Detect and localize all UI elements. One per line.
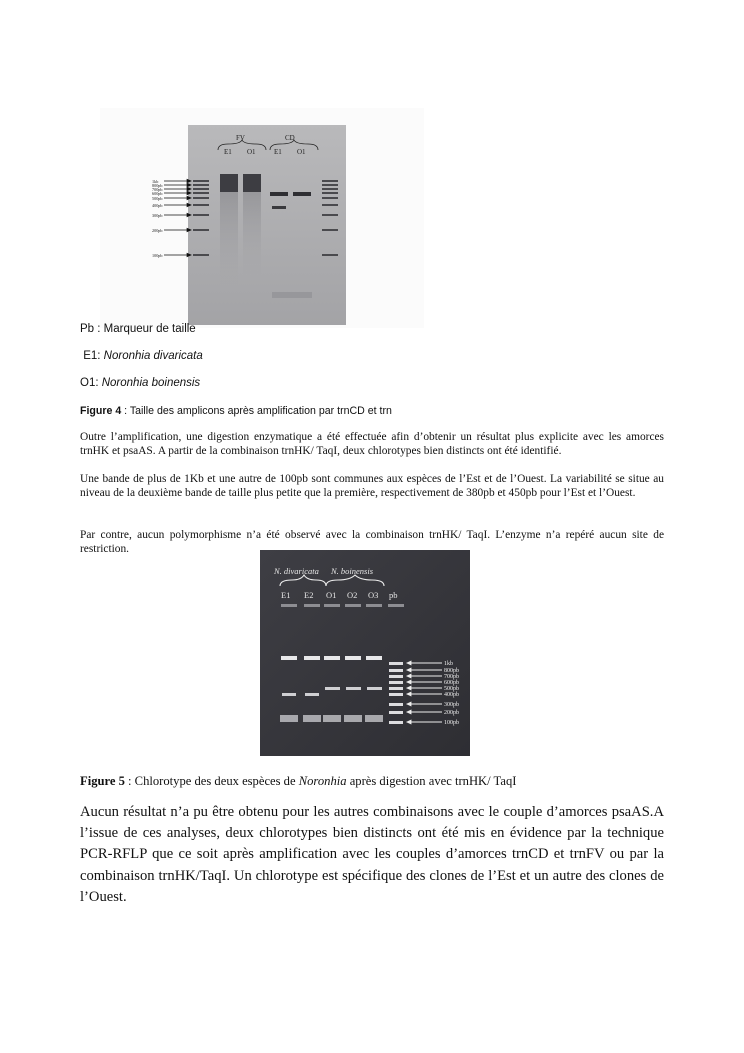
fig4-lane-label: O1	[247, 148, 256, 156]
paragraph-polymorphism: Par contre, aucun polymorphisme n’a été observé avec la combinaison trnHK/ TaqI. L’enzyme n’a repéré aucun site de restriction.	[80, 529, 664, 555]
figure4-caption-label: Figure 4	[80, 405, 122, 417]
figure5-caption-after: après digestion avec trnHK/ TaqI	[346, 774, 517, 788]
figure4-gel	[188, 125, 346, 325]
fig4-band	[270, 192, 288, 196]
fig4-group-label: FV	[236, 134, 245, 142]
fig4-band	[272, 206, 286, 209]
fig5-lower-bands	[280, 715, 383, 722]
fig5-marker-label: 700pb	[444, 674, 459, 680]
figure4-legend-o1	[80, 376, 200, 390]
legend-o1-species: Noronhia boinensis	[101, 377, 201, 389]
fig4-band	[293, 192, 311, 196]
fig4-marker-label: 400pb	[152, 203, 163, 208]
figure5-caption	[80, 773, 516, 789]
paragraph-bands: Une bande de plus de 1Kb et une autre de 100pb sont communes aux espèces de l’Est et de l’Ouest. La variabilité se situe au niveau de la deuxième bande de taille plus petite que la première, respectivement de 380pb et 450pb pour l’Est et l’Ouest.	[80, 473, 664, 499]
legend-o1-prefix: O1:	[80, 377, 102, 389]
fig5-marker-label: 100pb	[444, 720, 459, 726]
paragraph-conclusion: Aucun résultat n’a pu être obtenu pour les autres combinaisons avec le couple d’amorces psaAS.A l’issue de ces analyses, deux chlorotypes bien distincts ont été mis en évidence par la technique PCR-RFLP que ce soit après amplification avec les couples d’amorces trnCD et trnFV ou par la combinaison trnHK/TaqI. Un chlorotype est spécifique des clones de l’Est et un autre des clones de l’Ouest.	[80, 804, 664, 905]
fig5-upper-bands	[281, 656, 382, 660]
fig4-marker-label: 800pb	[152, 183, 163, 188]
figure5-gel-image	[260, 550, 470, 756]
figure4-legend-e1	[80, 349, 203, 363]
fig5-species-label: N. boinensis	[331, 566, 374, 576]
fig4-lane-label: E1	[274, 148, 282, 156]
fig5-marker-label: 400pb	[444, 692, 459, 698]
fig4-marker-label: 100pb	[152, 253, 163, 258]
fig5-marker-label: 600pb	[444, 680, 459, 686]
fig5-lane-label: E1	[281, 590, 291, 600]
fig4-marker-label: 700pb	[152, 187, 163, 192]
fig5-marker-label: 1kb	[444, 661, 453, 667]
figure4-caption-text: : Taille des amplicons après amplification par trnCD et trn	[121, 405, 392, 417]
fig5-marker-label: 300pb	[444, 702, 459, 708]
figure4-legend-pb: Pb : Marqueur de taille	[80, 323, 196, 335]
legend-e1-prefix: E1:	[83, 350, 104, 362]
fig5-lane-label: O3	[368, 590, 379, 600]
fig4-marker-label: 300pb	[152, 213, 163, 218]
figure5-caption-label: Figure 5	[80, 774, 125, 788]
figure4-caption	[80, 404, 392, 418]
fig4-lane-label: O1	[297, 148, 306, 156]
fig4-marker-label: 500pb	[152, 196, 163, 201]
fig5-marker-label: 500pb	[444, 686, 459, 692]
fig5-lane-label: pb	[389, 590, 398, 600]
fig4-marker-label: 1kb	[152, 179, 159, 184]
fig4-faint-band	[272, 292, 312, 298]
figure4-gel-svg	[100, 108, 424, 328]
fig5-lane-label: E2	[304, 590, 314, 600]
fig5-lane-label: O1	[326, 590, 337, 600]
figure5-caption-before: : Chlorotype des deux espèces de	[124, 774, 299, 788]
fig4-band	[243, 174, 261, 192]
paragraph-digestion: Outre l’amplification, une digestion enzymatique a été effectuée afin d’obtenir un résultat plus explicite avec les amorces trnHK et psaAS. A partir de la combinaison trnHK/ TaqI, deux chlorotypes bien distincts ont été identifié.	[80, 431, 664, 457]
fig5-species-label: N. divaricata	[274, 566, 319, 576]
fig5-lane-label: O2	[347, 590, 358, 600]
fig4-band	[220, 174, 238, 192]
fig4-lane-label: E1	[224, 148, 232, 156]
fig4-marker-label: 600pb	[152, 191, 163, 196]
fig5-marker-label: 200pb	[444, 710, 459, 716]
fig4-marker-label: 200pb	[152, 228, 163, 233]
fig4-group-label: CD	[285, 134, 295, 142]
figure5-gel	[260, 550, 470, 756]
fig5-marker-label: 800pb	[444, 668, 459, 674]
figure5-gel-svg	[260, 550, 470, 756]
figure4-gel-image	[100, 108, 424, 328]
figure5-caption-genus: Noronhia	[298, 774, 347, 788]
legend-e1-species: Noronhia divaricata	[103, 350, 203, 362]
